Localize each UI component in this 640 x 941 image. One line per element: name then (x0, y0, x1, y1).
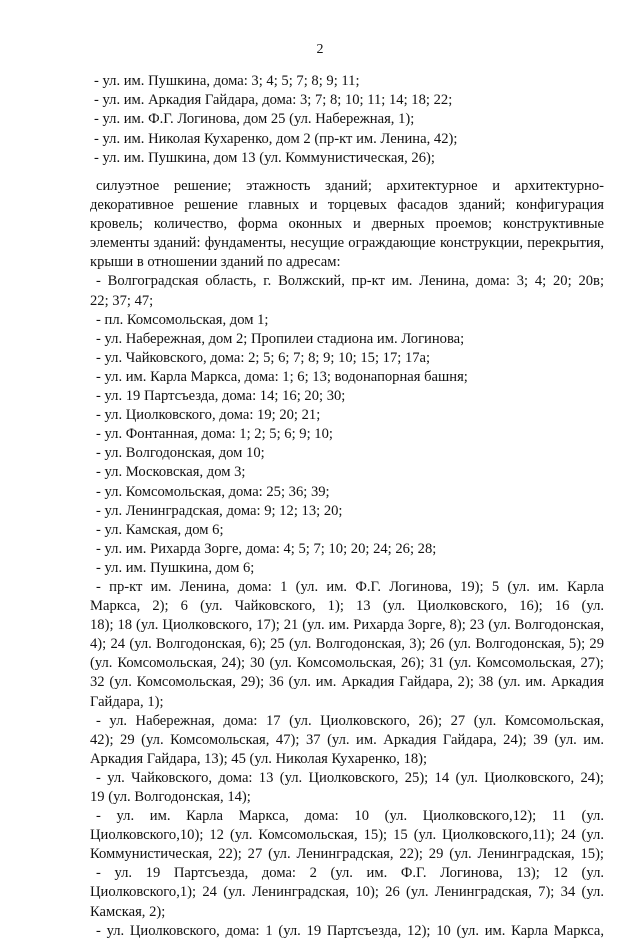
text-line: 42); 29 (ул. Комсомольская, 47); 37 (ул. им. Аркадия Гайдара, 24); 39 (ул. им. (90, 731, 604, 748)
text-line: - ул. Камская, дом 6; (96, 521, 224, 538)
text-line: - ул. им. Карла Маркса, дома: 10 (ул. Циолковского,12); 11 (ул. (96, 808, 604, 825)
text-line: - ул. им. Пушкина, дом 6; (96, 559, 255, 576)
text-line: кровель; количество, форма оконных и дверных проемов; конструктивные (90, 216, 604, 233)
list-item: - ул. им. Пушкина, дома: 3; 4; 5; 7; 8; 9; 11; (94, 73, 360, 89)
text-line: - ул. Набережная, дома: 17 (ул. Циолковского, 26); 27 (ул. Комсомольская, (96, 712, 604, 729)
text-line: - ул. Волгодонская, дом 10; (96, 445, 265, 462)
text-line: Камская, 2); (90, 903, 166, 920)
text-line: - пр-кт им. Ленина, дома: 1 (ул. им. Ф.Г. Логинова, 19); 5 (ул. им. Карла (96, 578, 604, 595)
intro-address-list (94, 72, 604, 168)
list-item: - ул. им. Ф.Г. Логинова, дом 25 (ул. Набережная, 1); (94, 111, 415, 128)
list-item: - ул. им. Пушкина, дом 13 (ул. Коммунистическая, 26); (94, 149, 435, 166)
body-text (90, 177, 604, 941)
text-line: - ул. им. Рихарда Зорге, дома: 4; 5; 7; 10; 20; 24; 26; 28; (96, 540, 437, 557)
text-line: - ул. Циолковского, дома: 19; 20; 21; (96, 407, 321, 424)
text-line: - пл. Комсомольская, дом 1; (96, 311, 269, 328)
text-line: элементы зданий: фундаменты, несущие ограждающие конструкции, перекрытия, (90, 235, 604, 252)
text-line: 4); 24 (ул. Волгодонская, 6); 25 (ул. Волгодонская, 3); 26 (ул. Волгодонская, 5); 29 (90, 636, 604, 653)
text-line: декоративное решение главных и торцевых фасадов зданий; конфигурация (90, 197, 604, 214)
text-line: - Волгоградская область, г. Волжский, пр-кт им. Ленина, дома: 3; 4; 20; 20в; (96, 273, 604, 290)
text-line: - ул. Набережная, дом 2; Пропилеи стадиона им. Логинова; (96, 330, 465, 347)
text-line: - ул. Чайковского, дома: 13 (ул. Циолковского, 25); 14 (ул. Циолковского, 24); (96, 769, 604, 786)
text-line: - ул. Московская, дом 3; (96, 464, 246, 481)
text-line: 18); 18 (ул. Циолковского, 17); 21 (ул. им. Рихарда Зорге, 8); 23 (ул. Волгодонская, (90, 617, 604, 634)
text-line: 32 (ул. Комсомольская, 29); 36 (ул. им. Аркадия Гайдара, 2); 38 (ул. им. Аркадия (90, 674, 604, 691)
text-line: 19 (ул. Волгодонская, 14); (90, 789, 251, 805)
text-line: - ул. Ленинградская, дома: 9; 12; 13; 20; (96, 502, 343, 519)
list-item: - ул. им. Николая Кухаренко, дом 2 (пр-кт им. Ленина, 42); (94, 130, 458, 147)
text-line: Аркадия Гайдара, 13); 45 (ул. Николая Кухаренко, 18); (90, 750, 428, 767)
text-line: - ул. Комсомольская, дома: 25; 36; 39; (96, 483, 330, 500)
text-line: - ул. 19 Партсъезда, дома: 2 (ул. им. Ф.Г. Логинова, 13); 12 (ул. (96, 865, 604, 882)
text-line: - ул. Чайковского, дома: 2; 5; 6; 7; 8; 9; 10; 15; 17; 17а; (96, 349, 431, 366)
text-line: - ул. Циолковского, дома: 1 (ул. 19 Партсъезда, 12); 10 (ул. им. Карла Маркса, (96, 922, 604, 939)
text-line: - ул. 19 Партсъезда, дома: 14; 16; 20; 30; (96, 388, 346, 405)
list-item: - ул. им. Аркадия Гайдара, дома: 3; 7; 8; 10; 11; 14; 18; 22; (94, 92, 453, 109)
text-line: Маркса, 2); 6 (ул. Чайковского, 1); 13 (ул. Циолковского, 16); 16 (ул. (90, 598, 604, 615)
page-number: 2 (316, 42, 324, 57)
text-line: силуэтное решение; этажность зданий; архитектурное и архитектурно- (96, 178, 604, 194)
text-line: 22; 37; 47; (90, 292, 154, 309)
text-line: - ул. им. Карла Маркса, дома: 1; 6; 13; водонапорная башня; (96, 368, 468, 385)
text-line: (ул. Комсомольская, 24); 30 (ул. Комсомольская, 26); 31 (ул. Комсомольская, 27); (90, 655, 604, 672)
text-line: Коммунистическая, 22); 27 (ул. Ленинградская, 22); 29 (ул. Ленинградская, 15); (90, 846, 604, 863)
text-line: Циолковского,10); 12 (ул. Комсомольская, 15); 15 (ул. Циолковского,11); 24 (ул. (90, 827, 604, 844)
text-line: Циолковского,1); 24 (ул. Ленинградская, 10); 26 (ул. Ленинградская, 7); 34 (ул. (90, 884, 604, 901)
text-line: крыши в отношении зданий по адресам: (90, 254, 341, 271)
text-line: - ул. Фонтанная, дома: 1; 2; 5; 6; 9; 10; (96, 426, 333, 443)
text-line: Гайдара, 1); (90, 693, 164, 710)
